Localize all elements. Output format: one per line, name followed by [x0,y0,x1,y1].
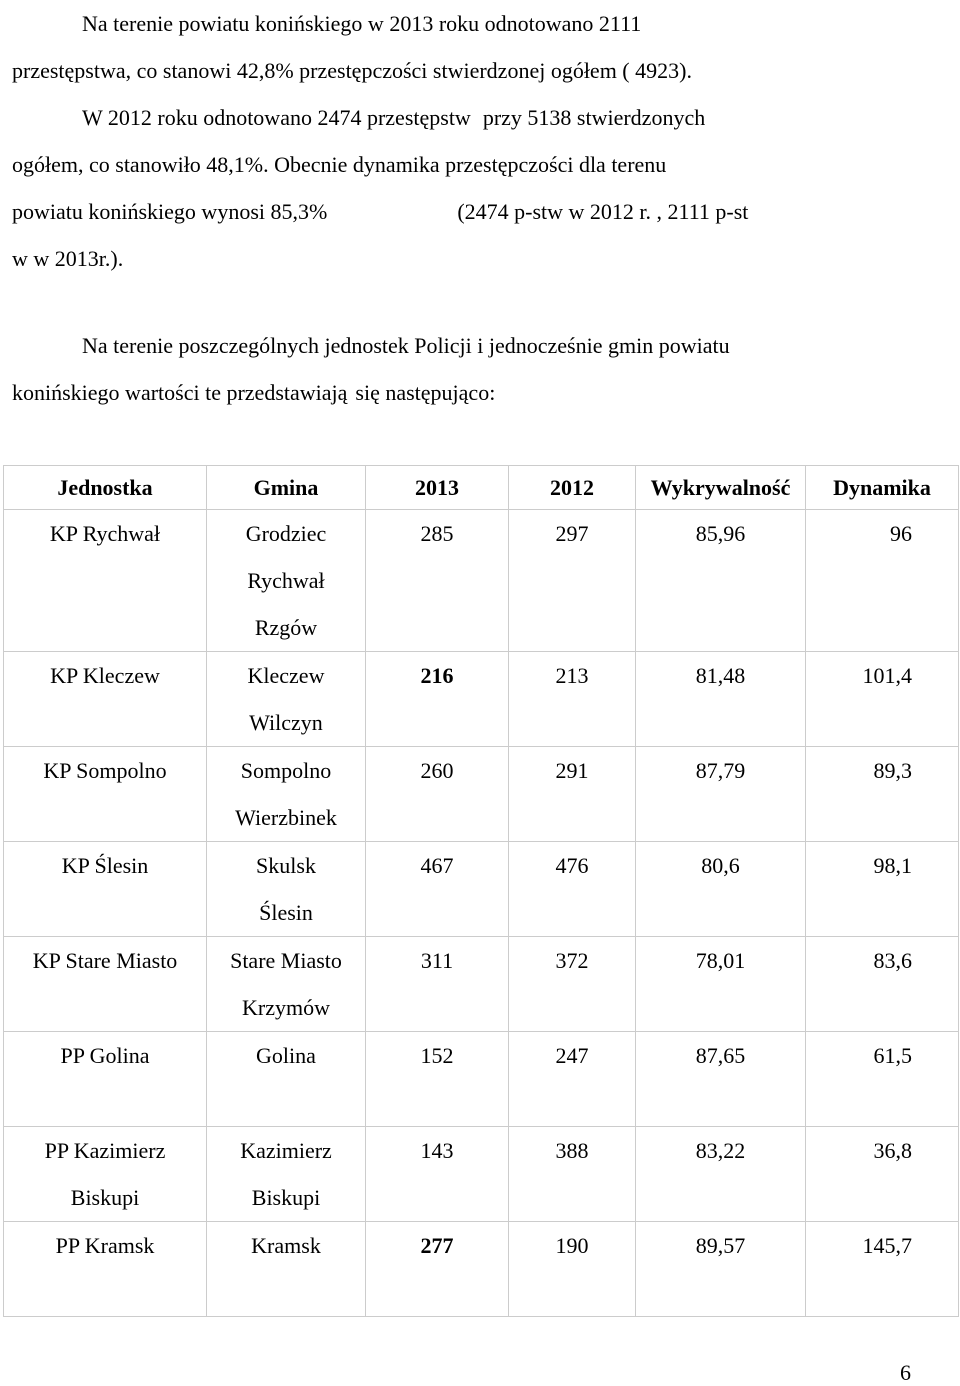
value-2012-cell: 372 [509,937,636,1032]
gmina-cell: Golina [207,1032,366,1127]
table-row [4,937,959,1032]
gmina-cell: Kramsk [207,1222,366,1317]
detection-cell: 89,57 [636,1222,806,1317]
dynamics-cell: 61,5 [806,1032,959,1127]
detection-cell: 80,6 [636,842,806,937]
col-header-detection: Wykrywalność [636,466,806,510]
table-row [4,510,959,652]
value-2012-cell: 297 [509,510,636,652]
value-2012-cell: 388 [509,1127,636,1222]
value-2013-cell: 311 [366,937,509,1032]
col-header-unit: Jednostka [4,466,207,510]
text-line: przestępstwa, co stanowi 42,8% przestępczości stwierdzonej ogółem ( 4923). [12,58,692,83]
gmina-cell: Skulsk Ślesin [207,842,366,937]
unit-cell: PP Golina [4,1032,207,1127]
value-2013-cell: 143 [366,1127,509,1222]
crime-stats-table [3,465,959,1317]
col-header-2012: 2012 [509,466,636,510]
dynamics-cell: 83,6 [806,937,959,1032]
gmina-cell: Grodziec Rychwał Rzgów [207,510,366,652]
value-2012-cell: 190 [509,1222,636,1317]
table-row [4,1032,959,1127]
dynamics-cell: 89,3 [806,747,959,842]
gmina-cell: Stare Miasto Krzymów [207,937,366,1032]
text-line: Na terenie powiatu konińskiego w 2013 roku odnotowano 2111 [82,11,642,36]
dynamics-cell: 96 [806,510,959,652]
table-row [4,1222,959,1317]
detection-cell: 83,22 [636,1127,806,1222]
page-number: 6 [900,1360,911,1385]
text-line: powiatu konińskiego wynosi 85,3% (2474 p-stw w 2012 r. , 2111 p-st [12,199,749,224]
col-header-gmina: Gmina [207,466,366,510]
value-2013-cell: 260 [366,747,509,842]
value-2013-cell: 216 [366,652,509,747]
unit-cell: PP Kazimierz Biskupi [4,1127,207,1222]
value-2012-cell: 476 [509,842,636,937]
value-2013-cell: 277 [366,1222,509,1317]
gmina-cell: Kleczew Wilczyn [207,652,366,747]
table-header-row [4,466,959,510]
table-row [4,652,959,747]
col-header-dynamics: Dynamika [806,466,959,510]
detection-cell: 81,48 [636,652,806,747]
table-row [4,747,959,842]
dynamics-cell: 98,1 [806,842,959,937]
dynamics-cell: 145,7 [806,1222,959,1317]
table-row [4,1127,959,1222]
text-line: w w 2013r.). [12,246,124,271]
unit-cell: KP Ślesin [4,842,207,937]
detection-cell: 87,65 [636,1032,806,1127]
dynamics-cell: 36,8 [806,1127,959,1222]
table-row [4,842,959,937]
unit-cell: KP Sompolno [4,747,207,842]
gmina-cell: Kazimierz Biskupi [207,1127,366,1222]
text-line: ogółem, co stanowiło 48,1%. Obecnie dynamika przestępczości dla terenu [12,152,667,177]
value-2012-cell: 291 [509,747,636,842]
value-2013-cell: 285 [366,510,509,652]
value-2013-cell: 467 [366,842,509,937]
value-2012-cell: 247 [509,1032,636,1127]
detection-cell: 78,01 [636,937,806,1032]
text-line: Na terenie poszczególnych jednostek Policji i jednocześnie gmin powiatu [82,333,730,358]
unit-cell: PP Kramsk [4,1222,207,1317]
unit-cell: KP Rychwał [4,510,207,652]
text-line: W 2012 roku odnotowano 2474 przestępstw przy 5138 stwierdzonych [82,105,706,130]
text-line: konińskiego wartości te przedstawiają się następująco: [12,380,496,405]
value-2013-cell: 152 [366,1032,509,1127]
detection-cell: 85,96 [636,510,806,652]
detection-cell: 87,79 [636,747,806,842]
unit-cell: KP Stare Miasto [4,937,207,1032]
dynamics-cell: 101,4 [806,652,959,747]
intro-paragraph [12,0,914,282]
table-intro-paragraph [12,322,914,416]
unit-cell: KP Kleczew [4,652,207,747]
gmina-cell: Sompolno Wierzbinek [207,747,366,842]
value-2012-cell: 213 [509,652,636,747]
col-header-2013: 2013 [366,466,509,510]
